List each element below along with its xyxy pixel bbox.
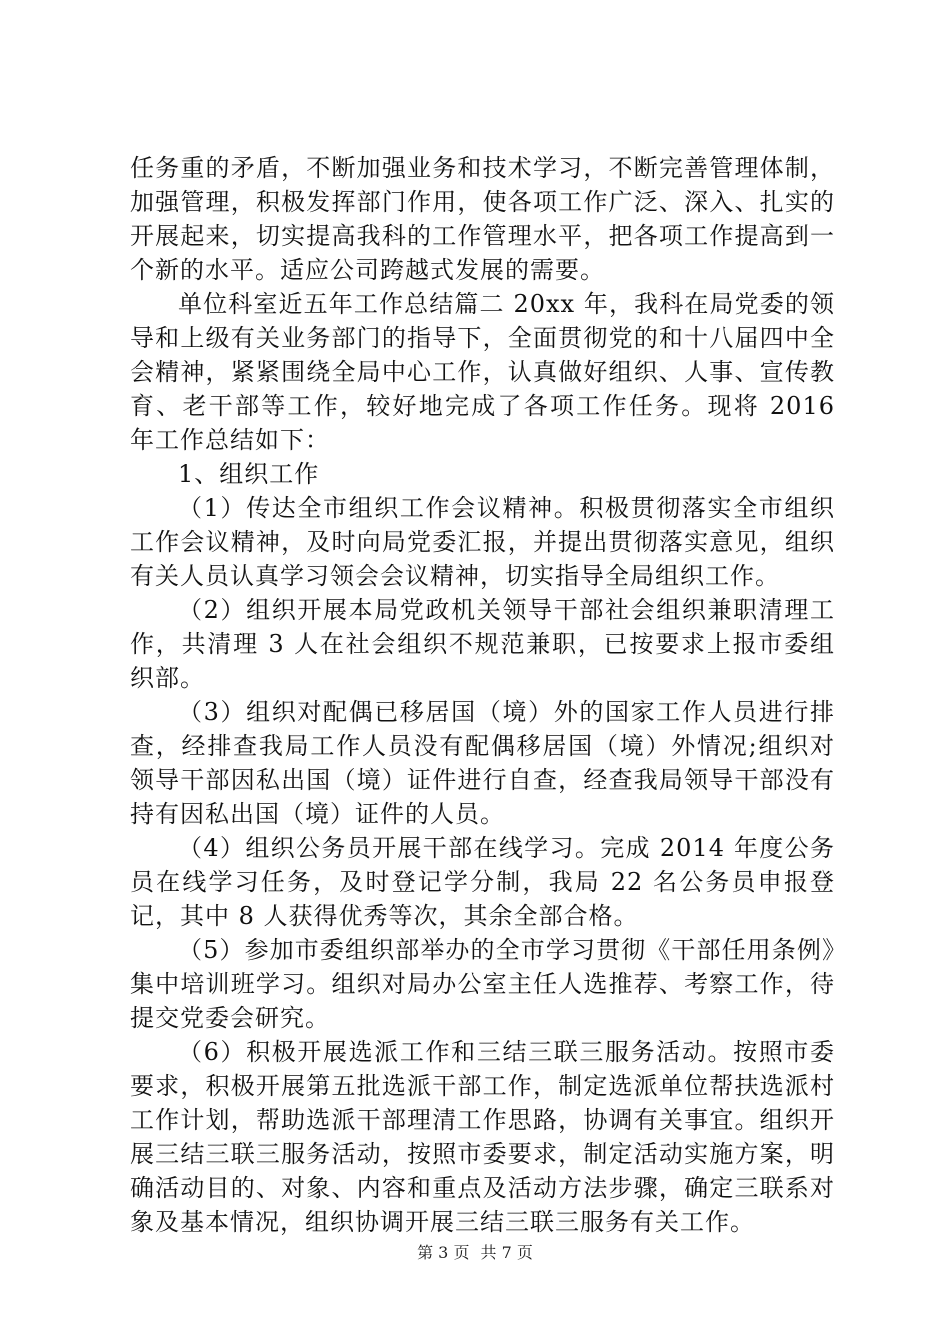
paragraph-continuation: 任务重的矛盾，不断加强业务和技术学习，不断完善管理体制，加强管理，积极发挥部门作用，使各项工作广泛、深入、扎实的开展起来，切实提高我科的工作管理水平，把各项工作提高到一个新的水平。适应公司跨越式发展的需要。 <box>130 154 835 284</box>
paragraph-item-2: （2）组织开展本局党政机关领导干部社会组织兼职清理工作，共清理 3 人在社会组织不规范兼职，已按要求上报市委组织部。 <box>130 596 835 692</box>
section-heading: 1、组织工作 <box>178 460 320 488</box>
document-body <box>130 151 835 1239</box>
page-number: 第 3 页 <box>417 1243 470 1262</box>
paragraph-item-4: （4）组织公务员开展干部在线学习。完成 2014 年度公务员在线学习任务，及时登记学分制，我局 22 名公务员申报登记，其中 8 人获得优秀等次，其余全部合格。 <box>130 834 835 930</box>
page-total: 共 7 页 <box>480 1243 533 1262</box>
paragraph-item-5: （5）参加市委组织部举办的全市学习贯彻《干部任用条例》集中培训班学习。组织对局办公室主任人选推荐、考察工作，待提交党委会研究。 <box>130 936 835 1032</box>
paragraph-item-3: （3）组织对配偶已移居国（境）外的国家工作人员进行排查，经排查我局工作人员没有配偶移居国（境）外情况;组织对领导干部因私出国（境）证件进行自查，经查我局领导干部没有持有因私出国（境）证件的人员。 <box>130 698 835 828</box>
paragraph-item-6: （6）积极开展选派工作和三结三联三服务活动。按照市委要求，积极开展第五批选派干部工作，制定选派单位帮扶选派村工作计划，帮助选派干部理清工作思路，协调有关事宜。组织开展三结三联三服务活动，按照市委要求，制定活动实施方案，明确活动目的、对象、内容和重点及活动方法步骤，确定三联系对象及基本情况，组织协调开展三结三联三服务有关工作。 <box>130 1038 835 1236</box>
paragraph-item-1: （1）传达全市组织工作会议精神。积极贯彻落实全市组织工作会议精神，及时向局党委汇报，并提出贯彻落实意见，组织有关人员认真学习领会会议精神，切实指导全局组织工作。 <box>130 494 835 590</box>
paragraph-intro: 单位科室近五年工作总结篇二 20xx 年，我科在局党委的领导和上级有关业务部门的指导下，全面贯彻党的和十八届四中全会精神，紧紧围绕全局中心工作，认真做好组织、人事、宣传教育、老干部等工作，较好地完成了各项工作任务。现将 2016 年工作总结如下： <box>130 290 835 454</box>
page-footer <box>0 1243 950 1263</box>
